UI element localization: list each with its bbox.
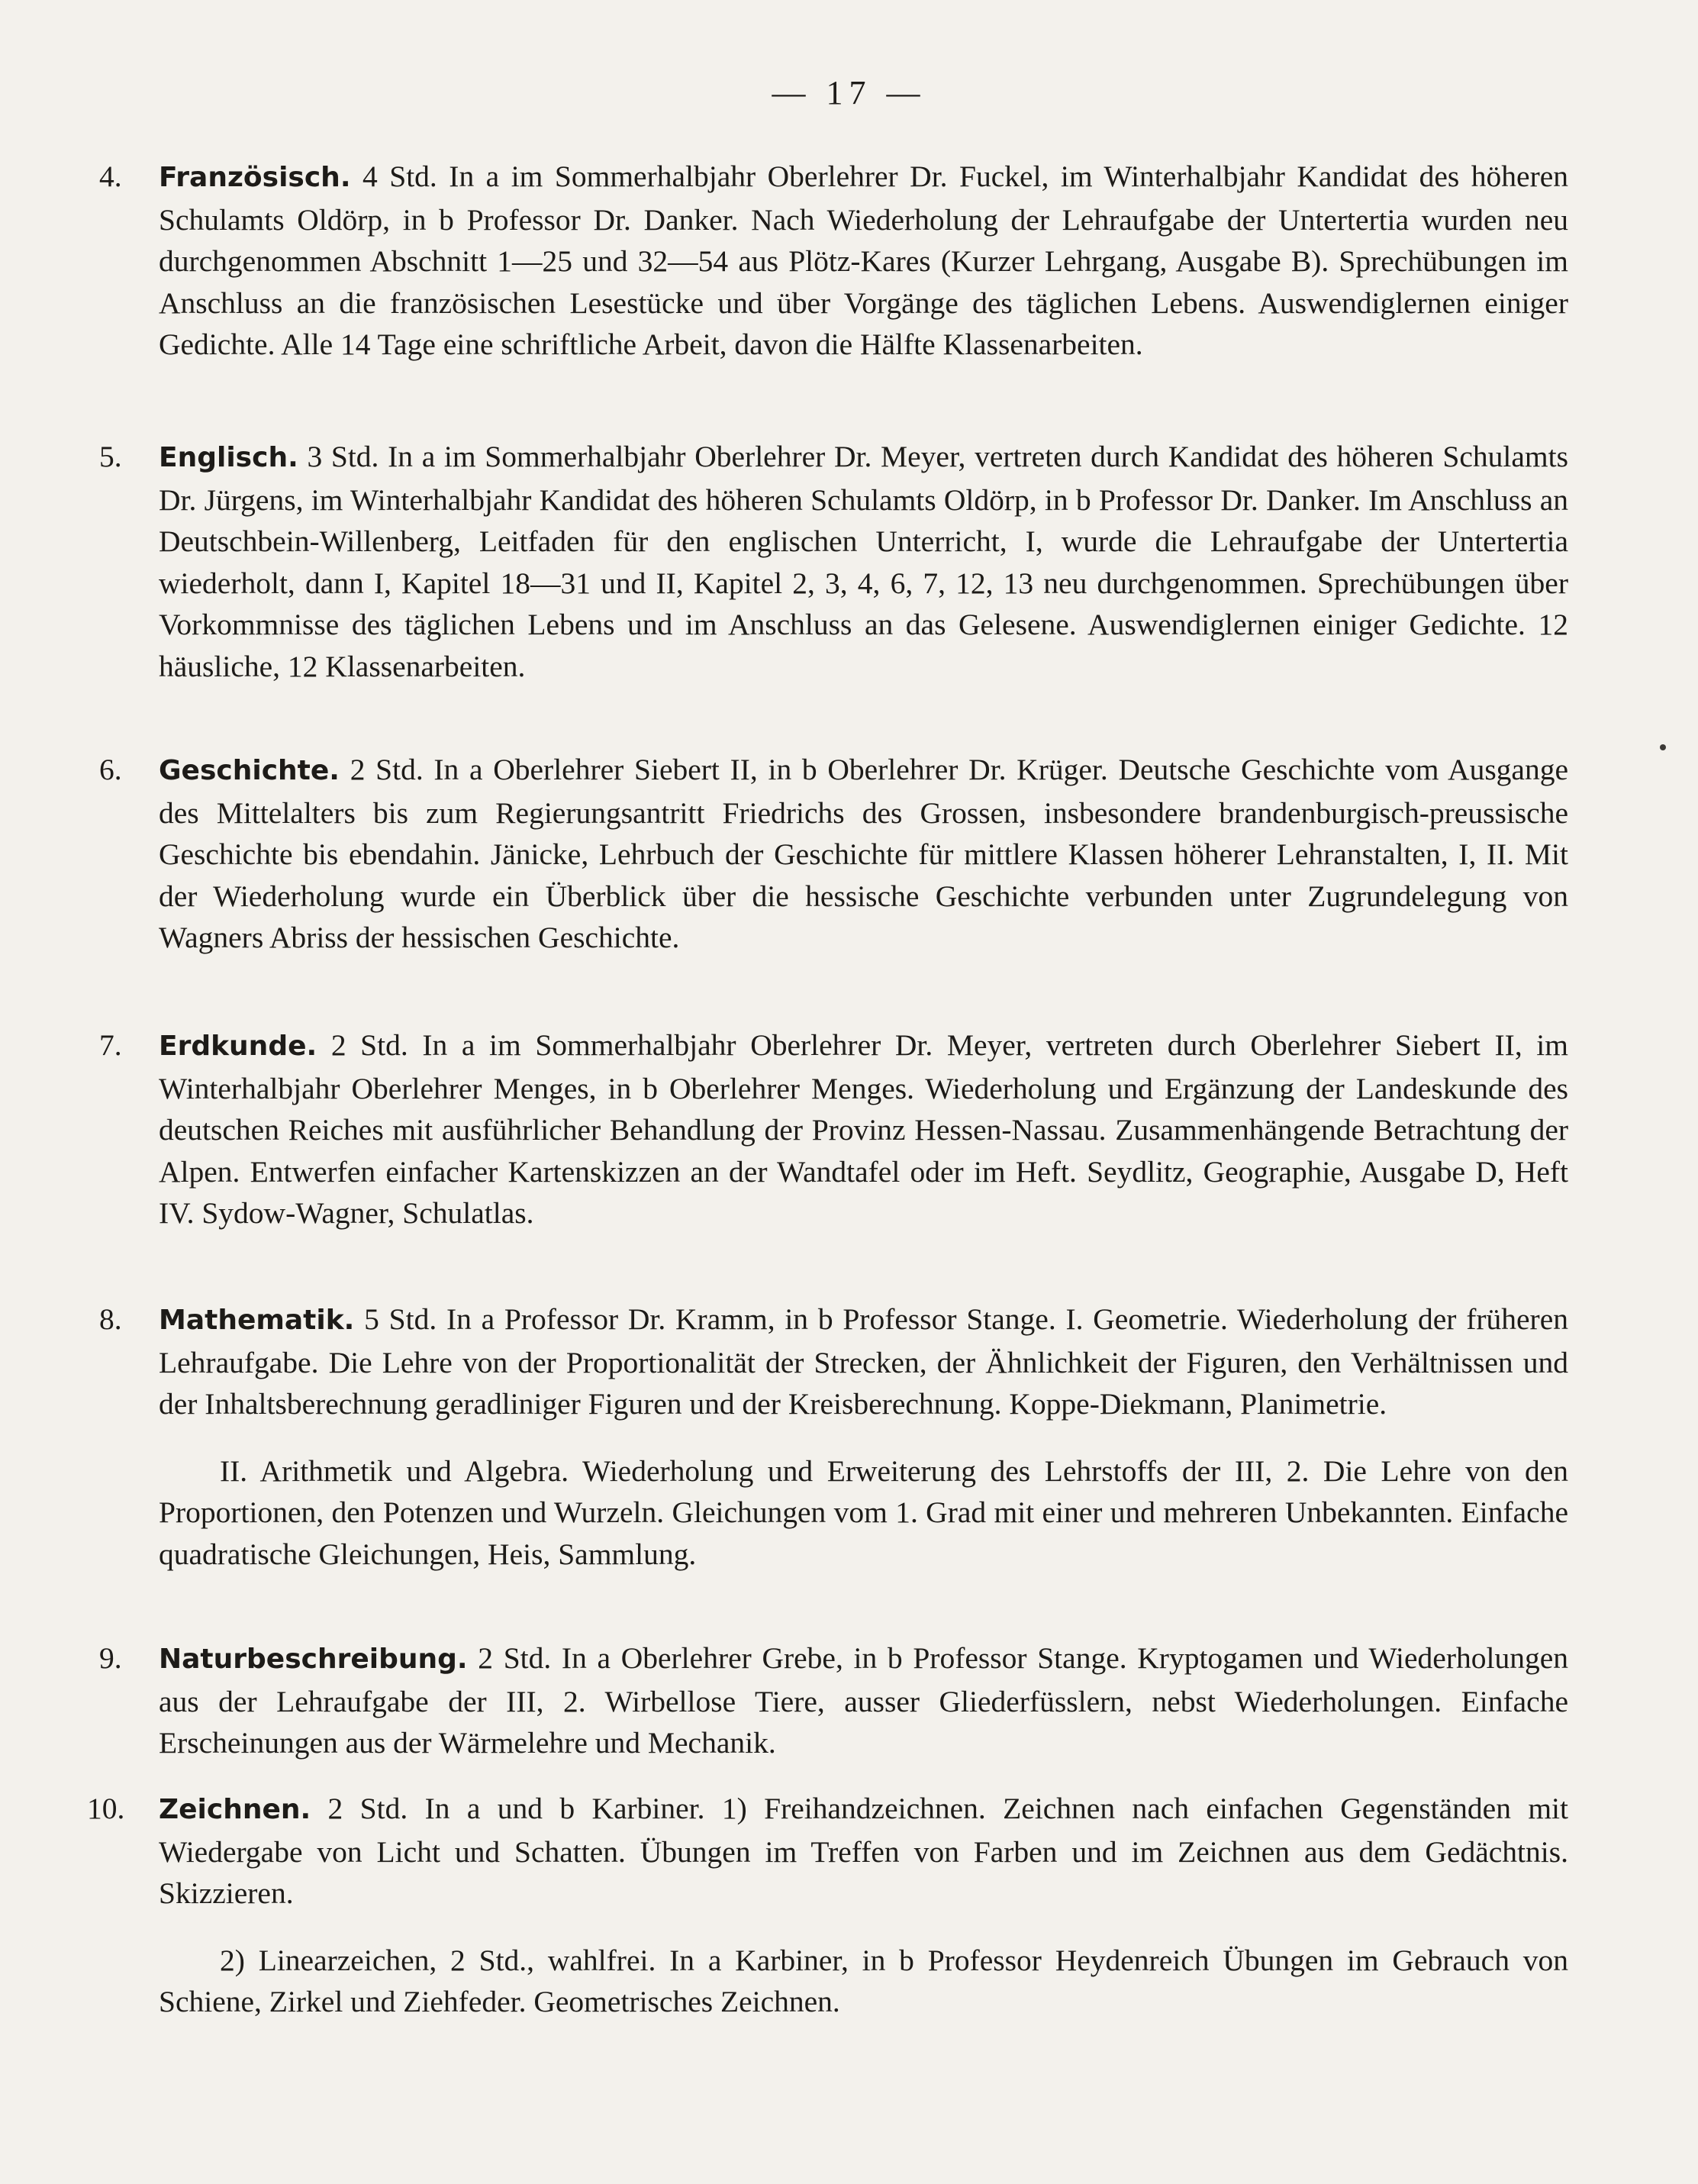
section-heading: Geschichte. [159, 755, 340, 786]
section-geschichte [99, 749, 1568, 959]
section-heading: Englisch. [159, 442, 298, 473]
section-erdkunde [99, 1024, 1569, 1234]
ink-speck [1660, 744, 1666, 750]
section-text: 4 Std. In a im Sommerhalbjahr Oberlehrer Dr. Fuckel, im Winterhalbjahr Kandidat des höheren Schulamts Oldörp, in b Professor Dr. Danker. Nach Wiederholung der Lehraufgabe der Untertertia wurden neu durchgenommen Abschnitt 1—25 und 32—54 aus Plötz-Kares (Kurzer Lehrgang, Ausgabe B). Sprechübungen im Anschluss an die französischen Lesestücke und über Vorgänge des täglichen Lebens. Auswendiglernen einiger Gedichte. Alle 14 Tage eine schriftliche Arbeit, davon die Hälfte Klassenarbeiten. [159, 160, 1569, 362]
section-text: 2 Std. In a und b Karbiner. 1) Freihandzeichnen. Zeichnen nach einfachen Gegenständen mit Wiedergabe von Licht und Schatten. Übungen im Treffen von Farben und im Zeichnen aus dem Gedächtnis. Skizzieren. [159, 1792, 1568, 1911]
section-heading: Zeichnen. [159, 1794, 311, 1825]
section-franzoesisch [99, 156, 1569, 366]
section-text: 2 Std. In a Oberlehrer Siebert II, in b Oberlehrer Dr. Krüger. Deutsche Geschichte vom Ausgange des Mittelalters bis zum Regierungsantritt Friedrichs des Grossen, insbesondere brandenburgisch-preussische Geschichte bis ebendahin. Jänicke, Lehrbuch der Geschichte für mittlere Klassen höherer Lehranstalten, I, II. Mit der Wiederholung wurde ein Überblick über die hessische Geschichte verbunden unter Zugrundelegung von Wagners Abriss der hessischen Geschichte. [159, 753, 1568, 955]
section-subparagraph: 2) Linearzeichen, 2 Std., wahlfrei. In a Karbiner, in b Professor Heydenreich Übungen im Gebrauch von Schiene, Zirkel und Ziehfeder. Geometrisches Zeichnen. [159, 1943, 1568, 2019]
section-number: 6. [99, 753, 122, 786]
section-mathematik [99, 1298, 1568, 1576]
section-text: 5 Std. In a Professor Dr. Kramm, in b Professor Stange. I. Geometrie. Wiederholung der früheren Lehraufgabe. Die Lehre von der Proportionalität der Strecken, der Ähnlichkeit der Figuren, den Verhältnissen und der Inhaltsberechnung geradliniger Figuren und der Kreisberechnung. Koppe-Diekmann, Planimetrie. [159, 1302, 1568, 1421]
section-number: 5. [99, 440, 122, 473]
section-number: 7. [99, 1028, 122, 1062]
section-heading: Naturbeschreibung. [159, 1644, 468, 1675]
section-heading: Erdkunde. [159, 1031, 317, 1062]
section-number: 8. [99, 1302, 122, 1336]
section-englisch [99, 436, 1569, 688]
page-number: — 17 — [772, 74, 926, 111]
section-number: 4. [99, 160, 122, 193]
section-heading: Mathematik. [159, 1305, 355, 1336]
section-text: 2 Std. In a im Sommerhalbjahr Oberlehrer Dr. Meyer, vertreten durch Oberlehrer Siebert II, im Winterhalbjahr Oberlehrer Menges, in b Oberlehrer Menges. Wiederholung und Ergänzung der Landeskunde des deutschen Reiches mit ausführlicher Behandlung der Provinz Hessen-Nassau. Zusammenhängende Betrachtung der Alpen. Entwerfen einfacher Kartenskizzen an der Wandtafel oder im Heft. Seydlitz, Geographie, Ausgabe D, Heft IV. Sydow-Wagner, Schulatlas. [159, 1028, 1569, 1231]
section-heading: Französisch. [159, 162, 351, 193]
section-number: 10. [87, 1792, 125, 1825]
section-naturbeschreibung [99, 1637, 1569, 1764]
section-text: 3 Std. In a im Sommerhalbjahr Oberlehrer Dr. Meyer, vertreten durch Kandidat des höheren Schulamts Dr. Jürgens, im Winterhalbjahr Kandidat des höheren Schulamts Oldörp, in b Professor Dr. Danker. Im Anschluss an Deutschbein-Willenberg, Leitfaden für den englischen Unterricht, I, wurde die Lehraufgabe der Untertertia wiederholt, dann I, Kapitel 18—31 und II, Kapitel 2, 3, 4, 6, 7, 12, 13 neu durchgenommen. Sprechübungen über Vorkommnisse des täglichen Lebens und im Anschluss an das Gelesene. Auswendiglernen einiger Gedichte. 12 häusliche, 12 Klassenarbeiten. [159, 440, 1569, 683]
section-text: 2 Std. In a Oberlehrer Grebe, in b Professor Stange. Kryptogamen und Wiederholungen aus der Lehraufgabe der III, 2. Wirbellose Tiere, ausser Gliederfüsslern, nebst Wiederholungen. Einfache Erscheinungen aus der Wärmelehre und Mechanik. [159, 1641, 1569, 1760]
section-zeichnen [87, 1788, 1568, 2023]
section-subparagraph: II. Arithmetik und Algebra. Wiederholung und Erweiterung des Lehrstoffs der III, 2. Die Lehre von den Proportionen, den Potenzen und Wurzeln. Gleichungen vom 1. Grad mit einer und mehreren Unbekannten. Einfache quadratische Gleichungen, Heis, Sammlung. [159, 1453, 1568, 1571]
section-number: 9. [99, 1641, 122, 1675]
